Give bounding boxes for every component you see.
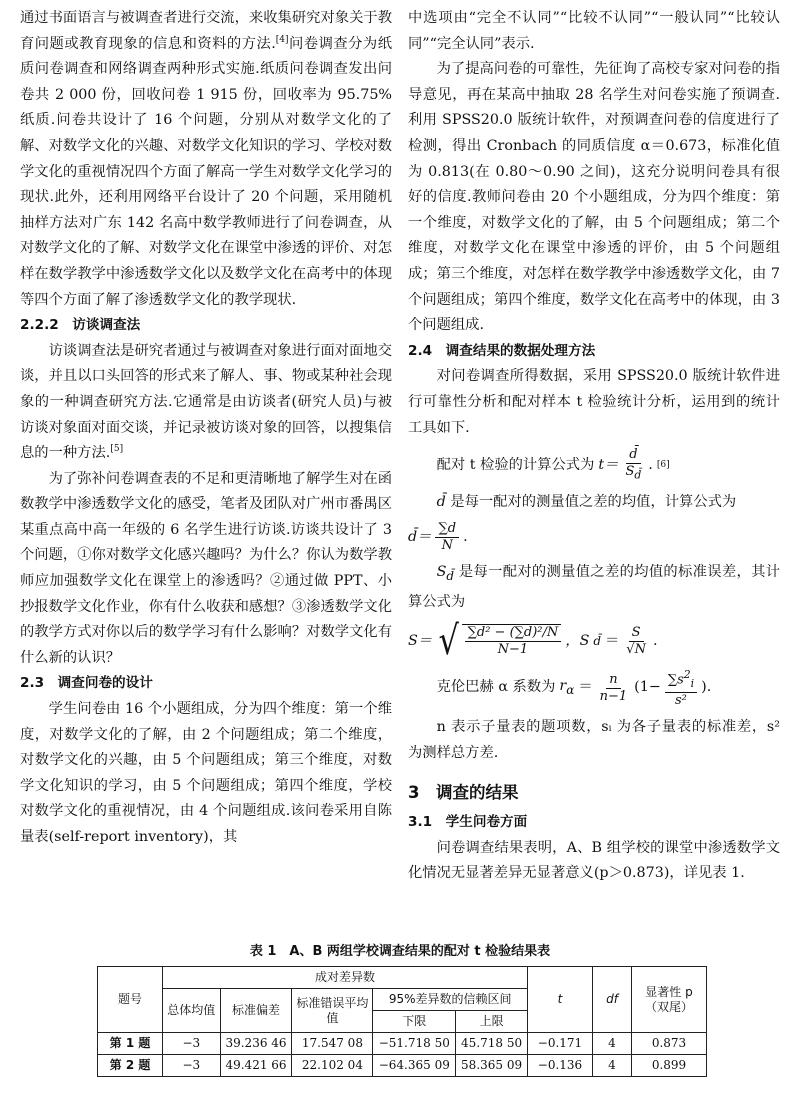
fraction-denominator: N−1 xyxy=(497,642,529,658)
header-paired-differences: 成对差异数 xyxy=(163,967,528,989)
paragraph-text: 是每一配对的测量值之差的均值的标准误差，其计算公式为 xyxy=(408,564,780,610)
fraction xyxy=(622,447,644,484)
fraction-numerator: S xyxy=(629,625,644,642)
formula-text: ，S xyxy=(565,632,590,649)
table-row xyxy=(98,1055,707,1077)
fraction-denominator: N xyxy=(441,538,453,554)
paragraph-text: 是每一配对的测量值之差的均值，计算公式为 xyxy=(445,493,737,510)
paragraph-likert-options: 中选项由“完全不认同”“比较不认同”“一般认同”“比较认同”“完全认同”表示. xyxy=(408,10,780,52)
fraction xyxy=(623,625,649,658)
radical-sign: √ xyxy=(438,618,460,665)
citation-4: [4] xyxy=(275,34,289,45)
paragraph-text: 问卷调查分为纸质问卷调查和网络调查两种形式实施.纸质问卷调查发出问卷共 2 000 份，回收问卷 1 915 份，回收率为 95.75%纸质.问卷共设计了 16 个问题，分别从对数学文化的了解、对数学文化的兴趣、对数学文化知识的学习、学校对数学文化的重视情况四个方面了解高一学生对数学文化学习的现状.此外，还利用网络平台设计了 20 个问题，采用随机抽样方法对广东 142 名高中数学教师进行了问卷调查，从对数学文化的了解、对数学文化在课堂中渗透的评价、对怎样在数学教学中渗透数学文化以及数学文化在高考中的体现等四个方面了解了渗透数学文化的教学现状. xyxy=(20,35,393,308)
subscript: d̄ xyxy=(446,569,455,584)
formula-lhs: d̄＝ xyxy=(408,528,432,545)
fraction xyxy=(597,672,631,705)
header-std-dev: 标准偏差 xyxy=(220,989,292,1033)
header-mean: 总体均值 xyxy=(163,989,221,1033)
results-table xyxy=(97,966,707,1077)
cell-df: 4 xyxy=(593,1055,632,1077)
subscript: α xyxy=(566,682,575,697)
paragraph-text: 访谈调查法是研究者通过与被调查对象进行面对面地交谈，并且以口头回答的形式来了解人、事、物或某种社会现象的一种调查研究方法.它通常是由访谈者(研究人员)与被访谈对象面对面交谈，并记录被访谈对象的回答，以搜集信息的一种方法. xyxy=(20,342,392,462)
formula-text: ). xyxy=(701,679,712,696)
section-heading-3-1: 3.1 学生问卷方面 xyxy=(408,814,528,831)
cell-question: 第 2 题 xyxy=(98,1055,163,1077)
cell-p: 0.899 xyxy=(632,1055,707,1077)
symbol: S xyxy=(625,464,635,480)
cell-std-error: 17.547 08 xyxy=(292,1033,373,1055)
fraction-numerator: ∑d xyxy=(435,521,459,538)
paragraph-student-questionnaire: 学生问卷由 16 个小题组成，分为四个维度：第一个维度，对数学文化的了解，由 2 个问题组成；第二个维度，对数学文化的兴趣，由 5 个问题组成；第三个维度，对数学文化知识的学习，由 5 个问题组成；第四个维度，学校对数学文化的重视情况，由 4 个问题组成.该问卷采用自陈量表(self-report inventory)，其 xyxy=(20,701,392,845)
cell-std-error: 22.102 04 xyxy=(292,1055,373,1077)
cell-upper: 58.365 09 xyxy=(456,1055,528,1077)
paragraph-reliability: 为了提高问卷的可靠性，先征询了高校专家对问卷的指导意见，再在某高中抽取 28 名学生对问卷实施了预调查.利用 SPSS20.0 版统计软件，对预调查问卷的信度进行了检测，得出 Cronbach 的同质信度 α＝0.673，标准化值为 0.813(在 0.80～0.90 之间)，这充分说明问卷具有很好的信度.教师问卷由 20 个小题组成，分为四个维度：第一个维度，对数学文化的了解，由 5 个问题组成；第二个维度，对数学文化在课堂中渗透的评价，由 5 个问题组成；第三个维度，对怎样在数学教学中渗透数学文化，由 7 个问题组成；第四个维度，数学文化在高考中的体现，由 3 个问题组成. xyxy=(408,61,780,334)
paragraph-data-processing: 对问卷调查所得数据，采用 SPSS20.0 版统计软件进行可靠性分析和配对样本 t 检验统计分析，运用到的统计工具如下. xyxy=(408,368,780,436)
paragraph-mean-diff xyxy=(408,490,780,516)
right-column xyxy=(408,6,780,887)
formula-lhs: t＝ xyxy=(598,456,619,473)
subscript: d̄ xyxy=(634,468,642,482)
fraction-denominator: s² xyxy=(675,693,687,709)
subscript: d̄ xyxy=(593,633,601,648)
table-header-row xyxy=(98,967,707,989)
symbol: ∑s xyxy=(667,672,684,688)
table-caption: 表 1 A、B 两组学校调查结果的配对 t 检验结果表 xyxy=(249,944,551,959)
formula-text: ＝ xyxy=(578,679,593,696)
formula-mean-diff: d̄＝ $\frac{\sum d}{N}$ . xyxy=(408,521,468,554)
table-row xyxy=(98,1033,707,1055)
formula-text: (1− xyxy=(634,679,661,696)
fraction-denominator: n−1 xyxy=(599,688,628,704)
paragraph-std-error xyxy=(408,560,780,615)
section-heading-3: 3 调查的结果 xyxy=(408,783,519,803)
superscript: 2 xyxy=(683,668,691,682)
fraction xyxy=(665,667,697,709)
header-std-error: 标准错误平均值 xyxy=(292,989,373,1033)
fraction-denominator: √N xyxy=(626,641,646,657)
formula-cronbach-alpha xyxy=(408,667,780,709)
fraction xyxy=(435,521,459,554)
paragraph-results: 问卷调查结果表明，A、B 组学校的课堂中渗透数学文化情况无显著差异无显著意义(p＞0.873)，详见表 1. xyxy=(408,839,780,882)
paragraph-alpha-notation: n 表示子量表的题项数，sᵢ 为各子量表的标准差，s² 为测样总方差. xyxy=(408,719,780,761)
header-question-number: 题号 xyxy=(98,967,163,1033)
header-lower: 下限 xyxy=(373,1011,456,1033)
formula-label: 克伦巴赫 α 系数为 xyxy=(436,679,556,696)
paragraph-text: 通过书面语言与被调查者进行交流，来收集研究对象关于教育问题或教育现象的信息和资料的方法. xyxy=(20,10,392,52)
header-confidence-interval: 95%差异数的信赖区间 xyxy=(373,989,528,1011)
cell-question: 第 1 题 xyxy=(98,1033,163,1055)
cell-t: −0.136 xyxy=(528,1055,593,1077)
fraction-denominator xyxy=(622,464,644,484)
header-t: t xyxy=(528,967,593,1033)
symbol: S xyxy=(436,564,447,581)
header-significance: 显著性 p（双尾） xyxy=(632,967,707,1033)
symbol: d̄ xyxy=(436,493,446,510)
formula-lhs xyxy=(559,674,574,703)
paragraph-interview-definition xyxy=(20,339,392,467)
formula-std-error: S＝ √ $\frac{\text{∑d² − (∑d)²/N}}{N-1}$ ，S d̄ ＝ $\frac{S}{√N}$ . xyxy=(408,618,658,665)
fraction-numerator xyxy=(665,667,697,693)
paragraph-method-intro xyxy=(20,6,392,313)
cell-std-dev: 49.421 66 xyxy=(220,1055,292,1077)
cell-df: 4 xyxy=(593,1033,632,1055)
section-heading-2-2-2: 2.2.2 访谈调查法 xyxy=(20,317,141,334)
cell-mean: −3 xyxy=(163,1033,221,1055)
formula-text: ＝ xyxy=(605,632,620,649)
cell-upper: 45.718 50 xyxy=(456,1033,528,1055)
header-upper: 上限 xyxy=(456,1011,528,1033)
paragraph-interview-design: 为了弥补问卷调查表的不足和更清晰地了解学生对在函数教学中渗透数学文化的感受，笔者及团队对广州市番禺区某重点高中高一年级的 6 名学生进行访谈.访谈共设计了 3 个问题，①你对数学文化感兴趣吗？为什么？你认为数学教师应加强数学文化在课堂上的渗透吗？②通过做 PPT、小抄报数学文化作业，你有什么收获和感想？③渗透数学文化的教学方式对你以后的数学学习有什么影响？对数学文化有什么新的认识？ xyxy=(20,470,392,666)
cell-p: 0.873 xyxy=(632,1033,707,1055)
cell-t: −0.171 xyxy=(528,1033,593,1055)
cell-std-dev: 39.236 46 xyxy=(220,1033,292,1055)
section-heading-2-4: 2.4 调查结果的数据处理方法 xyxy=(408,342,596,359)
formula-label: 配对 t 检验的计算公式为 xyxy=(436,456,595,473)
fraction-numerator: ∑d² − (∑d)²/N xyxy=(465,625,562,642)
subscript: i xyxy=(690,677,695,691)
formula-lhs: S＝ xyxy=(408,632,433,649)
symbol: r xyxy=(559,677,567,694)
fraction xyxy=(462,624,562,658)
cell-mean: −3 xyxy=(163,1055,221,1077)
cell-lower: −64.365 09 xyxy=(373,1055,456,1077)
fraction-numerator: n xyxy=(606,672,620,689)
citation-5: [5] xyxy=(110,444,124,455)
left-column xyxy=(20,6,392,851)
formula-paired-t: 配对 t 检验的计算公式为 t＝ $\frac{d̄}{S_{d̄}}$ . [6] xyxy=(436,447,670,482)
section-heading-2-3: 2.3 调查问卷的设计 xyxy=(20,675,153,692)
fraction-numerator: d̄ xyxy=(626,447,640,464)
header-df: df xyxy=(593,967,632,1033)
cell-lower: −51.718 50 xyxy=(373,1033,456,1055)
